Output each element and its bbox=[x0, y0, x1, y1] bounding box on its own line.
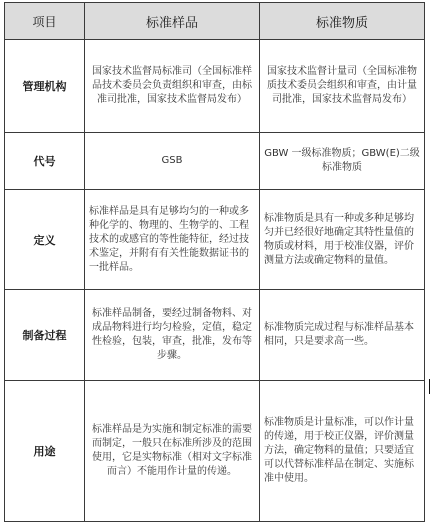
material-cell: 标准物质完成过程与标准样品基本相同，只是要求高一些。 bbox=[260, 290, 425, 381]
header-standard-material: 标准物质 bbox=[260, 3, 425, 40]
row-label: 制备过程 bbox=[5, 290, 85, 381]
row-label: 代号 bbox=[5, 133, 85, 190]
row-label: 定义 bbox=[5, 190, 85, 290]
comparison-table bbox=[4, 2, 425, 522]
table-row bbox=[5, 190, 425, 290]
table-row bbox=[5, 381, 425, 522]
table-header-row bbox=[5, 3, 425, 40]
material-cell: 国家技术监督计量司（全国标准物质技术委员会组织和审查，由计量司批准，国家技术监督局发布） bbox=[260, 40, 425, 133]
sample-cell: GSB bbox=[85, 133, 260, 190]
sample-cell: 国家技术监督局标准司（全国标准样品技术委员会负责组织和审查，由标准司批准，国家技术监督局发布） bbox=[85, 40, 260, 133]
table-row bbox=[5, 290, 425, 381]
table-row bbox=[5, 40, 425, 133]
row-label: 用途 bbox=[5, 381, 85, 522]
material-cell: 标准物质是计量标准，可以作计量的传递，用于校正仪器，评价测量方法，确定物料的量值；只要适宜可以代替标准样品在制定、实施标准中使用。 bbox=[260, 381, 425, 522]
header-item: 项目 bbox=[5, 3, 85, 40]
sample-cell: 标准样品是具有足够均匀的一种或多种化学的、物理的、生物学的、工程技术的或感官的等性能特征，经过技术鉴定，并附有有关性能数据证书的一批样品。 bbox=[85, 190, 260, 290]
header-standard-sample: 标准样品 bbox=[85, 3, 260, 40]
material-cell: 标准物质是具有一种或多种足够均匀并已经很好地确定其特性量值的物质或材料，用于校准仪器，评价测量方法或确定物料的量值。 bbox=[260, 190, 425, 290]
sample-cell: 标准样品制备，要经过制备物料、对成品物料进行均匀检验，定值，稳定性检验，包装，审查，批准，发布等步骤。 bbox=[85, 290, 260, 381]
table-row bbox=[5, 133, 425, 190]
text-cursor bbox=[429, 379, 430, 394]
sample-cell: 标准样品是为实施和制定标准的需要而制定，一般只在标准所涉及的范围使用，它是实物标准（相对文字标准而言）不能用作计量的传递。 bbox=[85, 381, 260, 522]
material-cell: GBW 一级标准物质；GBW(E)二级标准物质 bbox=[260, 133, 425, 190]
row-label: 管理机构 bbox=[5, 40, 85, 133]
